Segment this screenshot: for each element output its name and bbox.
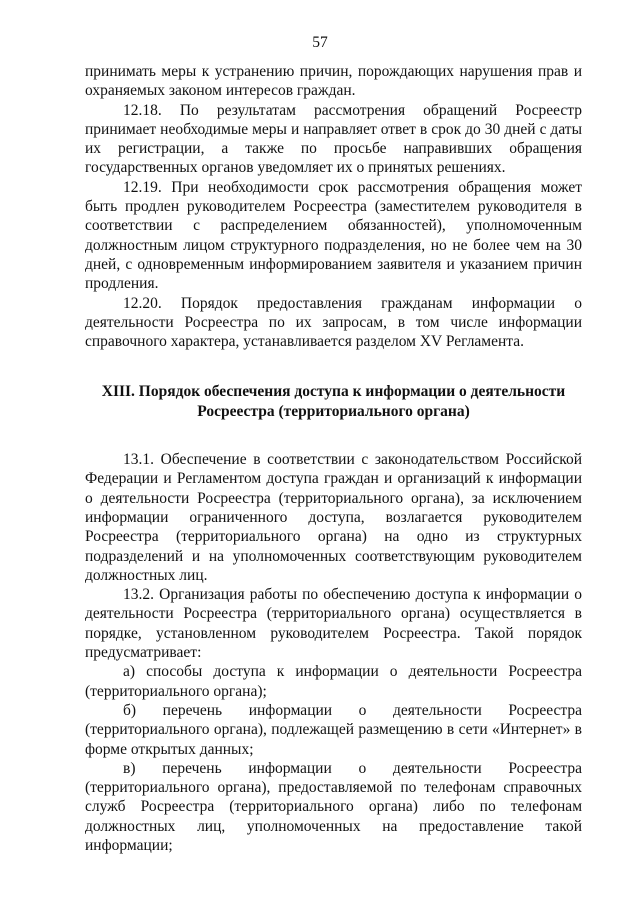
- paragraph-12-19: 12.19. При необходимости срок рассмотрения обращения может быть продлен руководителем Росреестра (заместителем руководителя в соответствии с распределением обязанностей), уполномоченным должностным лицом структурного подразделения, но не более чем на 30 дней, с одновременным информированием заявителя и указанием причин продления.: [85, 178, 582, 293]
- section-heading-line-2: Росреестра (территориального органа): [197, 402, 470, 420]
- document-body: [85, 62, 582, 855]
- paragraph-12-20: 12.20. Порядок предоставления гражданам информации о деятельности Росреестра по их запросам, в том числе информации справочного характера, устанавливается разделом XV Регламента.: [85, 294, 582, 351]
- paragraph-13-2: 13.2. Организация работы по обеспечению доступа к информации о деятельности Росреестра (территориального органа) осуществляется в порядке, установленном руководителем Росреестра. Такой порядок предусматривает:: [85, 586, 582, 662]
- page-number: 57: [312, 34, 328, 51]
- paragraph-13-1: 13.1. Обеспечение в соответствии с законодательством Российской Федерации и Регламентом доступа граждан и организаций к информации о деятельности Росреестра (территориального органа), за исключением информации ограниченного доступа, возлагается руководителем Росреестра (территориального органа) на одно из структурных подразделений и на уполномоченных соответствующим руководителем должностных лиц.: [85, 451, 582, 584]
- section-heading-line-1: XIII. Порядок обеспечения доступа к информации о деятельности: [101, 383, 566, 401]
- list-item-a: а) способы доступа к информации о деятельности Росреестра (территориального органа);: [85, 663, 582, 700]
- section-heading-13: [85, 382, 582, 421]
- list-item-b: б) перечень информации о деятельности Росреестра (территориального органа), подлежащей размещению в сети «Интернет» в форме открытых данных;: [85, 701, 582, 758]
- list-item-v: в) перечень информации о деятельности Росреестра (территориального органа), предоставляемой по телефонам справочных служб Росреестра (территориального органа) либо по телефонам должностных лиц, уполномоченных на предоставление такой информации;: [85, 759, 582, 854]
- paragraph-12-18: 12.18. По результатам рассмотрения обращений Росреестр принимает необходимые меры и направляет ответ в срок до 30 дней с даты их регистрации, а также по просьбе направивших обращения государственных органов уведомляет их о принятых решениях.: [85, 101, 582, 177]
- paragraph-continuation: принимать меры к устранению причин, порождающих нарушения прав и охраняемых законом интересов граждан.: [85, 63, 582, 100]
